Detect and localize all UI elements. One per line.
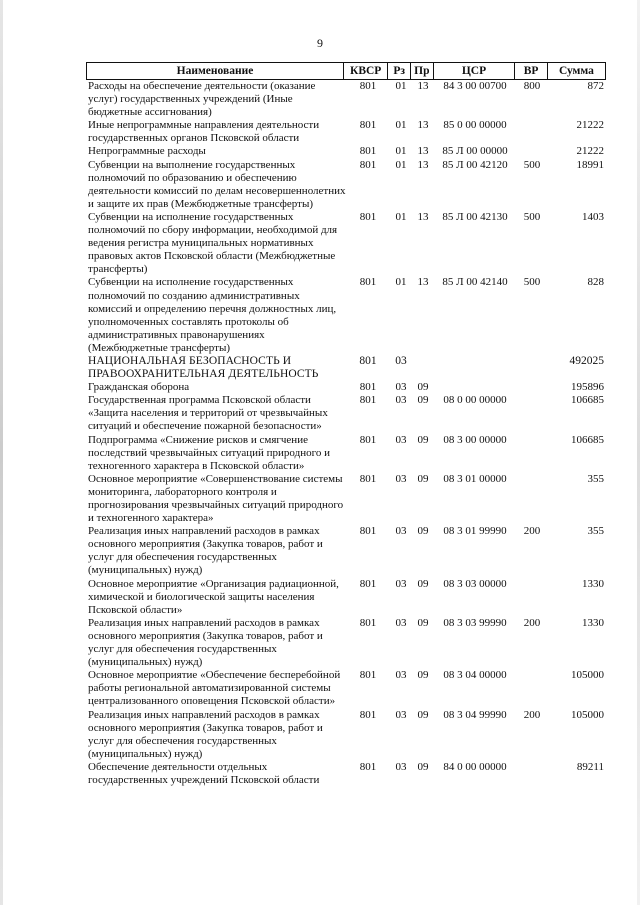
cell-sum: 1330 <box>582 616 604 629</box>
cell-pr: 13 <box>417 276 429 289</box>
cell-sum: 89211 <box>576 760 604 773</box>
cell-csr: 85 Л 00 00000 <box>442 145 508 158</box>
cell-pr: 09 <box>417 381 429 394</box>
cell-csr: 08 3 04 99990 <box>443 708 507 721</box>
cell-kvsr: 801 <box>359 577 377 590</box>
cell-name: Реализация иных направлений расходов в рамках основного мероприятия (Закупка товаров, работ и услуг для обеспечения государственных (муниципальных) нужд) <box>88 525 323 577</box>
table-row <box>86 761 606 787</box>
cell-rz: 03 <box>395 616 407 629</box>
cell-name: Расходы на обеспечение деятельности (оказание услуг) государственных учреждений (Иные бюджетные ассигнования) <box>88 80 316 119</box>
cell-sum: 106685 <box>571 433 604 446</box>
cell-rz: 01 <box>395 276 407 289</box>
cell-kvsr: 801 <box>359 80 377 92</box>
header-rz: Рз <box>388 63 411 79</box>
cell-sum: 1403 <box>582 210 604 223</box>
cell-vr <box>516 434 548 473</box>
cell-sum: 106685 <box>571 394 604 407</box>
table-row <box>86 80 606 119</box>
table-body <box>86 80 606 787</box>
cell-rz: 01 <box>395 158 407 171</box>
cell-name: Субвенции на исполнение государственных полномочий по созданию административных комиссий и определению перечня должностных лиц, уполномоченных составлять протоколы об административных правонарушениях (Межбюджетные трансферты) <box>88 276 337 354</box>
cell-csr: 85 Л 00 42120 <box>442 158 508 171</box>
cell-vr <box>516 473 548 525</box>
cell-vr: 800 <box>523 80 541 92</box>
cell-rz: 03 <box>395 708 407 721</box>
cell-name: Субвенции на выполнение государственных полномочий по образованию и обеспечению деятельности комиссий по делам несовершеннолетних и защите их прав (Межбюджетные трансферты) <box>88 158 346 210</box>
cell-kvsr: 801 <box>359 616 377 629</box>
cell-vr <box>516 669 548 708</box>
cell-sum: 1330 <box>582 577 604 590</box>
cell-pr: 09 <box>417 525 429 538</box>
cell-name: Непрограммные расходы <box>88 145 206 158</box>
cell-kvsr: 801 <box>359 119 377 132</box>
cell-name: Субвенции на исполнение государственных полномочий по сбору информации, необходимой для ведения регистра муниципальных нормативных правовых актов Псковской области (Межбюджетные трансферты) <box>88 210 338 276</box>
cell-pr: 13 <box>417 80 429 92</box>
cell-csr: 08 3 01 00000 <box>443 472 507 485</box>
cell-kvsr: 801 <box>359 669 377 682</box>
cell-vr <box>516 355 548 381</box>
cell-rz: 03 <box>395 760 407 773</box>
cell-pr: 09 <box>417 669 429 682</box>
table-row <box>86 617 606 669</box>
cell-pr: 13 <box>417 145 429 158</box>
cell-kvsr: 801 <box>359 354 377 367</box>
cell-pr: 09 <box>417 394 429 407</box>
cell-vr <box>516 761 548 787</box>
cell-kvsr: 801 <box>359 276 377 289</box>
cell-sum: 105000 <box>571 669 604 682</box>
table-row <box>86 145 606 158</box>
table-row <box>86 578 606 617</box>
cell-kvsr: 801 <box>359 433 377 446</box>
cell-csr: 08 3 03 99990 <box>443 616 507 629</box>
cell-name: Основное мероприятие «Организация радиационной, химической и биологической защиты населения Псковской области» <box>88 577 339 616</box>
table-row <box>86 709 606 761</box>
cell-name: Обеспечение деятельности отдельных государственных учреждений Псковской области <box>88 760 320 786</box>
cell-pr: 09 <box>417 433 429 446</box>
cell-vr: 500 <box>523 158 541 171</box>
cell-rz: 01 <box>395 119 407 132</box>
cell-sum: 105000 <box>571 708 604 721</box>
cell-vr: 500 <box>523 276 541 289</box>
cell-vr: 200 <box>523 525 541 538</box>
cell-vr <box>516 119 548 145</box>
cell-kvsr: 801 <box>359 760 377 773</box>
cell-rz: 01 <box>395 145 407 158</box>
cell-vr <box>516 394 548 433</box>
table-row <box>86 119 606 145</box>
cell-vr <box>516 381 548 394</box>
budget-table <box>86 62 606 787</box>
cell-csr <box>434 355 516 381</box>
cell-name: НАЦИОНАЛЬНАЯ БЕЗОПАСНОСТЬ И ПРАВООХРАНИТЕЛЬНАЯ ДЕЯТЕЛЬНОСТЬ <box>88 354 319 381</box>
cell-csr: 84 3 00 00700 <box>443 80 507 92</box>
table-row <box>86 276 606 355</box>
cell-rz: 03 <box>395 394 407 407</box>
cell-name: Основное мероприятие «Обеспечение бесперебойной работы региональной автоматизированной системы централизованного оповещения Псковской области» <box>88 669 341 708</box>
cell-name: Иные непрограммные направления деятельности государственных органов Псковской области <box>88 119 320 145</box>
cell-vr: 200 <box>523 708 541 721</box>
cell-sum: 355 <box>587 472 604 485</box>
header-sum: Сумма <box>558 65 594 77</box>
cell-sum: 18991 <box>576 158 604 171</box>
cell-kvsr: 801 <box>359 210 377 223</box>
cell-name: Реализация иных направлений расходов в рамках основного мероприятия (Закупка товаров, работ и услуг для обеспечения государственных (муниципальных) нужд) <box>88 616 323 669</box>
cell-name: Реализация иных направлений расходов в рамках основного мероприятия (Закупка товаров, работ и услуг для обеспечения государственных (муниципальных) нужд) <box>88 708 323 760</box>
cell-sum: 21222 <box>576 145 604 158</box>
cell-csr: 85 Л 00 42140 <box>442 276 508 289</box>
cell-pr: 09 <box>417 616 429 629</box>
table-row <box>86 473 606 525</box>
cell-sum: 872 <box>587 80 604 92</box>
table-row <box>86 381 606 394</box>
cell-pr: 13 <box>417 210 429 223</box>
cell-csr: 85 Л 00 42130 <box>442 210 508 223</box>
cell-sum: 195896 <box>571 381 604 394</box>
cell-pr: 09 <box>417 708 429 721</box>
cell-pr: 13 <box>417 119 429 132</box>
table-row <box>86 394 606 433</box>
cell-rz: 03 <box>395 472 407 485</box>
cell-csr: 85 0 00 00000 <box>443 119 507 132</box>
header-vr: ВР <box>515 63 548 79</box>
cell-kvsr: 801 <box>359 145 377 158</box>
table-row <box>86 355 606 381</box>
header-csr: ЦСР <box>434 63 516 79</box>
cell-csr <box>434 381 516 394</box>
table-row <box>86 211 606 276</box>
cell-kvsr: 801 <box>359 158 377 171</box>
cell-name: Гражданская оборона <box>88 381 190 394</box>
table-header <box>86 62 606 80</box>
cell-csr: 84 0 00 00000 <box>443 760 507 773</box>
cell-name: Государственная программа Псковской области «Защита населения и территорий от чрезвычайных ситуаций и обеспечение пожарной безопасности» <box>88 394 328 433</box>
cell-rz: 01 <box>395 80 407 92</box>
cell-vr <box>516 145 548 158</box>
cell-rz: 01 <box>395 210 407 223</box>
cell-name: Подпрограмма «Снижение рисков и смягчение последствий чрезвычайных ситуаций природного и техногенного характера в Псковской области» <box>88 433 330 472</box>
scan-edge-left <box>0 0 3 905</box>
cell-vr: 500 <box>523 210 541 223</box>
cell-kvsr: 801 <box>359 394 377 407</box>
cell-rz: 03 <box>395 381 407 394</box>
cell-rz: 03 <box>395 577 407 590</box>
cell-kvsr: 801 <box>359 708 377 721</box>
cell-pr: 13 <box>417 158 429 171</box>
cell-csr: 08 3 00 00000 <box>443 433 507 446</box>
cell-rz: 03 <box>395 354 407 367</box>
cell-rz: 03 <box>395 433 407 446</box>
table-row <box>86 159 606 211</box>
cell-vr: 200 <box>523 616 541 629</box>
cell-vr <box>516 578 548 617</box>
cell-kvsr: 801 <box>359 472 377 485</box>
cell-kvsr: 801 <box>359 381 377 394</box>
table-row <box>86 669 606 708</box>
table-row <box>86 525 606 577</box>
table-row <box>86 434 606 473</box>
cell-pr: 09 <box>417 760 429 773</box>
header-kvsr: КВСР <box>344 63 388 79</box>
page-number: 9 <box>317 36 323 50</box>
cell-pr: 09 <box>417 472 429 485</box>
cell-name: Основное мероприятие «Совершенствование системы мониторинга, лабораторного контроля и прогнозирования чрезвычайных ситуаций природного и техногенного характера» <box>88 472 344 525</box>
header-pr: Пр <box>411 63 434 79</box>
cell-csr: 08 3 04 00000 <box>443 669 507 682</box>
cell-pr <box>412 355 434 381</box>
cell-rz: 03 <box>395 525 407 538</box>
cell-csr: 08 3 01 99990 <box>443 525 507 538</box>
cell-rz: 03 <box>395 669 407 682</box>
cell-sum: 492025 <box>569 354 604 367</box>
cell-csr: 08 3 03 00000 <box>443 577 507 590</box>
cell-csr: 08 0 00 00000 <box>443 394 507 407</box>
cell-pr: 09 <box>417 577 429 590</box>
cell-sum: 828 <box>587 276 604 289</box>
header-name: Наименование <box>87 63 344 79</box>
cell-sum: 355 <box>587 525 604 538</box>
cell-sum: 21222 <box>576 119 604 132</box>
cell-kvsr: 801 <box>359 525 377 538</box>
